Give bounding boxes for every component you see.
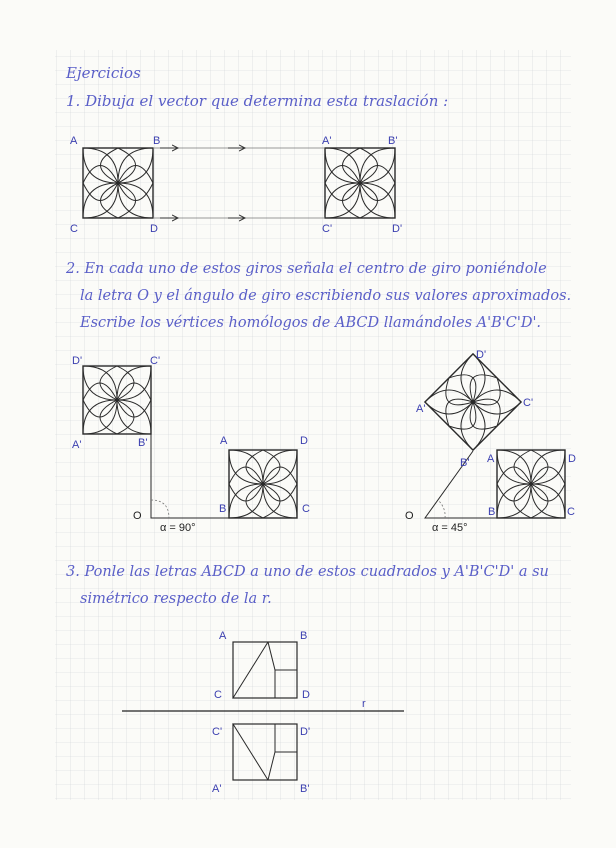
ex2-right-D1: D' [476, 349, 487, 361]
ex3-label-B1: B' [300, 783, 310, 795]
ex1-label-A: A [70, 135, 78, 147]
ex2-right-D: D [568, 453, 576, 465]
ex2-right-C1: C' [523, 397, 534, 409]
ex3-label-D: D [302, 689, 310, 701]
ex3-line-1: 3. Ponle las letras ABCD a uno de estos cuadrados y A'B'C'D' a su [66, 564, 549, 580]
ex2-right-angle: α = 45° [432, 522, 468, 534]
ex2-left-C1: C' [150, 355, 161, 367]
ex1-label-D1: D' [392, 223, 403, 235]
ex1-label-D: D [150, 223, 158, 235]
ex2-left-C: C [302, 503, 310, 515]
ex2-right-B1: B' [460, 457, 470, 469]
ex2-right-B: B [488, 506, 496, 518]
ex2-left-B1: B' [138, 437, 148, 449]
ex3-label-A1: A' [212, 783, 222, 795]
ex3-label-B: B [300, 630, 308, 642]
ex1-label-A1: A' [322, 135, 332, 147]
ex1-label-B: B [153, 135, 161, 147]
ex1-text: 1. Dibuja el vector que determina esta traslación : [66, 92, 449, 110]
ex2-right-A: A [487, 453, 495, 465]
grid-paper [55, 50, 571, 800]
ex2-left-A1: A' [72, 439, 82, 451]
ex2-left-D: D [300, 435, 308, 447]
ex2-left-D1: D' [72, 355, 83, 367]
ex3-label-C: C [214, 689, 222, 701]
ex2-line-3: Escribe los vértices homólogos de ABCD llamándoles A'B'C'D'. [80, 315, 542, 331]
ex2-right-A1: A' [416, 403, 426, 415]
ex3-label-D1: D' [300, 726, 311, 738]
ex3-label-A: A [219, 630, 227, 642]
ex2-line-2: la letra O y el ángulo de giro escribiendo sus valores aproximados. [80, 288, 572, 304]
ex2-left-O: O [133, 510, 142, 522]
ex1-label-B1: B' [388, 135, 398, 147]
ex2-line-1: 2. En cada uno de estos giros señala el centro de giro poniéndole [66, 261, 547, 277]
ex3-line-2: simétrico respecto de la r. [80, 591, 272, 607]
ex1-label-C: C [70, 223, 78, 235]
heading: Ejercicios [66, 64, 141, 82]
ex3-label-r: r [362, 698, 366, 710]
ex3-label-C1: C' [212, 726, 223, 738]
ex1-label-C1: C' [322, 223, 333, 235]
ex2-left-angle: α = 90° [160, 522, 196, 534]
ex2-right-C: C [567, 506, 575, 518]
ex2-left-A: A [220, 435, 228, 447]
ex2-left-B: B [219, 503, 227, 515]
ex2-right-O: O [405, 510, 414, 522]
